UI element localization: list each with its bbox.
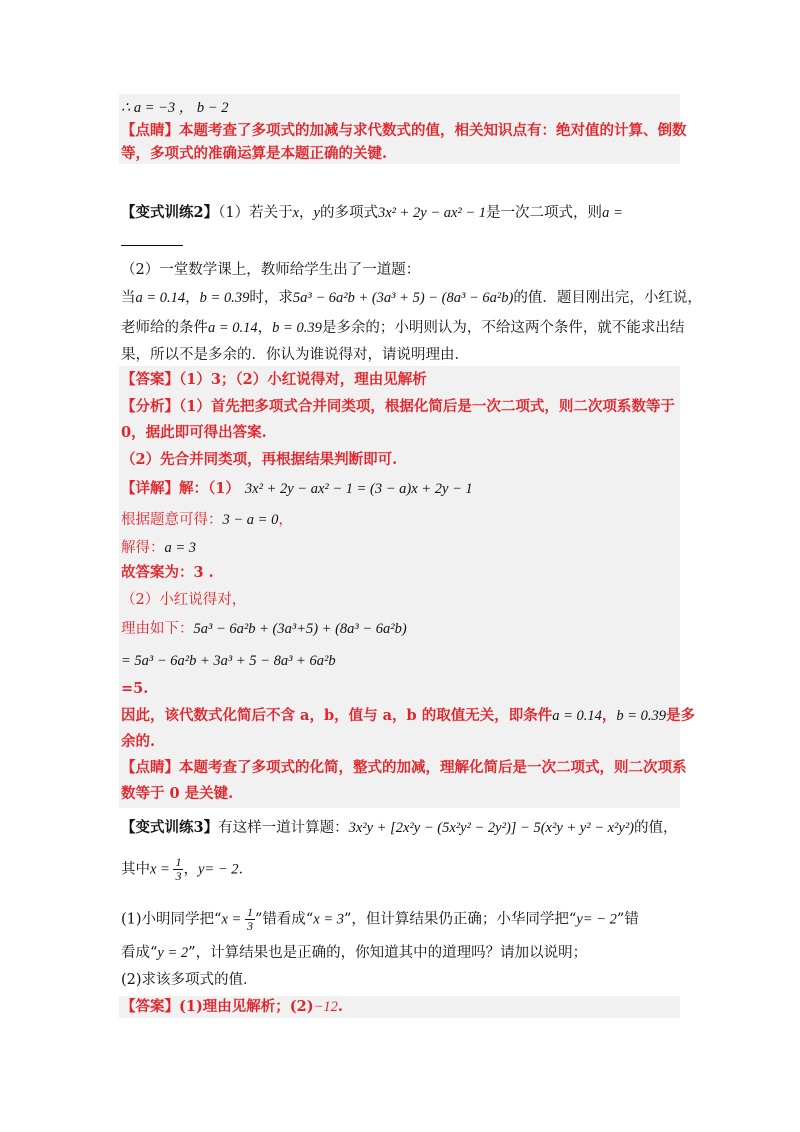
fraction-one-third: $\frac{1}{3}$ [175, 855, 182, 883]
exercise-3-tag: 【变式训练3】 [121, 819, 219, 836]
exercise-3-line-4: 看成“y = 2”，计算结果也是正确的，你知道其中的道理吗？请加以说明； [121, 945, 588, 961]
exercise-2-detail-line-9: 因此，该代数式化简后不含 a，b，值与 a，b 的取值无关，即条件a = 0.14，b = 0.39是多 [121, 707, 696, 724]
exercise-2-detail-line-3: 解得：a = 3 [121, 540, 197, 556]
exercise-2-detail-line-6: 理由如下：5a³ − 6a²b + (3a³+5) + (8a³ − 6a²b) [121, 621, 407, 637]
exercise-3-line-1: 【变式训练3】有这样一道计算题：3x²y + [2x²y − (5x²y² − 2y²)] − 5(x²y + y² − x²y²)的值， [121, 819, 678, 836]
exercise-2-analysis-line-3: （2）先合并同类项，再根据结果判断即可. [121, 451, 398, 468]
answer-blank [121, 226, 183, 246]
exercise-2-question-2-line-2: 当a = 0.14，b = 0.39时，求5a³ − 6a²b + (3a³ + 5) − (8a³ − 6a²b)的值．题目刚出完，小红说， [121, 290, 702, 306]
exercise-2-analysis-line-1: 【分析】（1）首先把多项式合并同类项，根据化简后是一次二项式，则二次项系数等于 [121, 398, 675, 415]
exercise-2-detail-line-10: 余的. [121, 733, 156, 750]
exercise-2-detail-line-7: = 5a³ − 6a²b + 3a³ + 5 − 8a³ + 6a²b [121, 653, 336, 669]
exercise-3-line-2: 其中x = $\frac{1}{3}$ ，y= − 2． [121, 855, 253, 883]
exercise-2-detail-line-5: （2）小红说得对， [121, 592, 247, 608]
exercise-2-detail-line-8: =5. [121, 680, 149, 697]
conclusion-line: ∴ a = −3 ， b − 2 [121, 100, 229, 116]
fraction-one-third: $\frac{1}{3}$ [246, 905, 253, 933]
exercise-3-answer: 【答案】(1)理由见解析；(2)−12. [121, 998, 343, 1015]
exercise-2-detail-line-1: 【详解】解：（1） 3x² + 2y − ax² − 1 = (3 − a)x + 2y − 1 [121, 480, 473, 497]
exercise-2-analysis-line-2: 0，据此即可得出答案. [121, 424, 267, 441]
exercise-3-expression: 3x²y + [2x²y − (5x²y² − 2y²)] − 5(x²y + y² − x²y²) [348, 820, 635, 836]
exercise-3-line-5: (2)求该多项式的值． [121, 972, 258, 988]
exercise-2-detail-line-2: 根据题意可得：3 − a = 0， [121, 512, 293, 528]
exercise-2-answer: 【答案】（1）3；（2）小红说得对，理由见解析 [121, 371, 427, 388]
comment-tag: 【点睛】 [121, 122, 179, 139]
comment-2-line-2: 数等于 0 是关键. [121, 785, 234, 802]
comment-2-line-1: 【点睛】本题考查了多项式的化简，整式的加减，理解化简后是一次二项式，则二次项系 [121, 759, 687, 776]
comment-1-line-1: 【点睛】本题考查了多项式的加减与求代数式的值，相关知识点有：绝对值的计算、倒数 [121, 122, 687, 139]
exercise-2-question-1: 【变式训练2】（1）若关于x，y的多项式3x² + 2y − ax² − 1是一次二项式，则a = [121, 204, 623, 221]
comment-1-line-2: 等，多项式的准确运算是本题正确的关键. [121, 145, 388, 162]
exercise-2-question-2-line-4: 果，所以不是多余的．你认为谁说得对，请说明理由． [121, 347, 469, 363]
polynomial-expression: 3x² + 2y − ax² − 1 [377, 205, 487, 221]
exercise-2-tag: 【变式训练2】 [121, 204, 219, 221]
exercise-2-question-2-line-3: 老师给的条件a = 0.14，b = 0.39是多余的；小明则认为，不给这两个条件，就不能求出结 [121, 320, 685, 336]
exercise-3-line-3: (1)小明同学把“x = $\frac{1}{3}$ ”错看成“x = 3”，但计算结果仍正确；小华同学把“y= − 2”错 [121, 905, 639, 933]
exercise-2-detail-line-4: 故答案为：3 . [121, 564, 214, 581]
exercise-2-question-2-line-1: （2）一堂数学课上，教师给学生出了一道题： [121, 262, 421, 278]
